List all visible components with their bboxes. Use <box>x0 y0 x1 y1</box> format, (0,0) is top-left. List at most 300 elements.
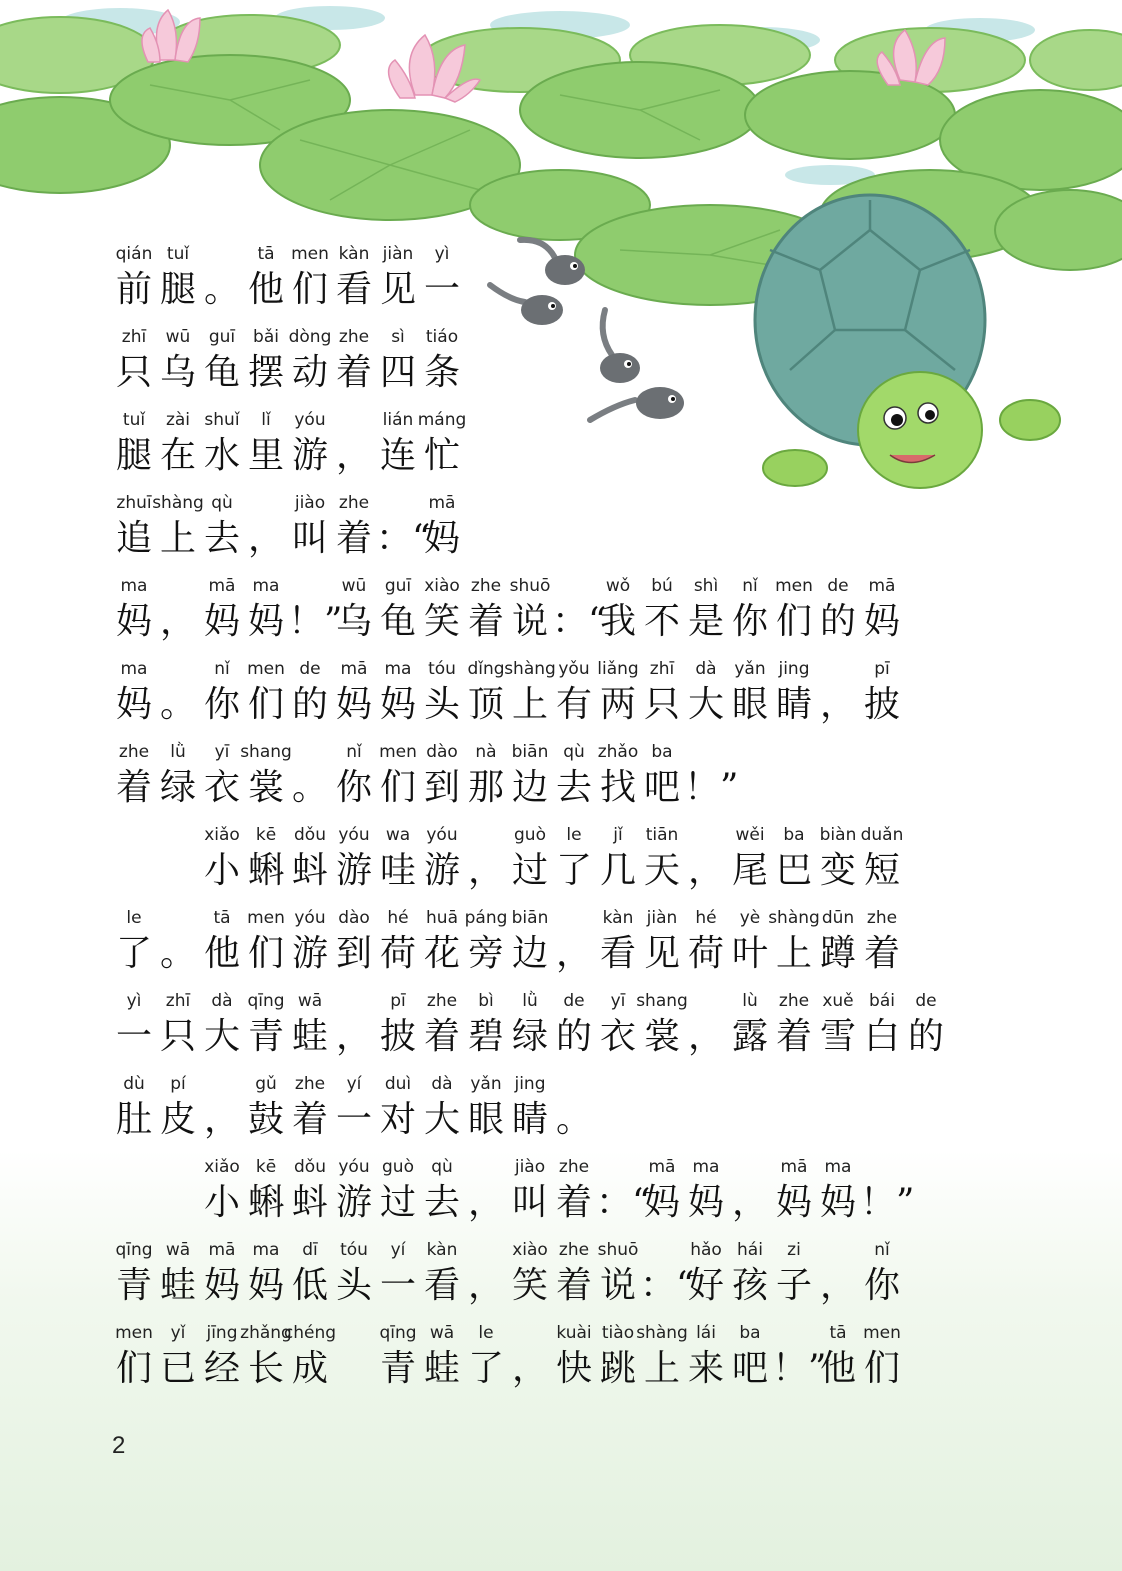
hanzi: 了 <box>115 933 152 974</box>
character <box>508 576 552 656</box>
pinyin: qīng <box>379 1323 417 1343</box>
pinyin: ma <box>120 659 148 679</box>
character <box>860 576 904 656</box>
pinyin: chéng <box>283 1323 337 1343</box>
pinyin: bú <box>651 576 673 596</box>
hanzi: 裳 <box>247 767 284 808</box>
hanzi: 着 <box>775 1016 812 1057</box>
pinyin: dǐng <box>467 659 505 679</box>
pinyin: sì <box>391 327 405 347</box>
hanzi: 们 <box>247 684 284 725</box>
pinyin: zhe <box>866 908 898 928</box>
hanzi: 到 <box>335 933 372 974</box>
pinyin: men <box>291 244 329 264</box>
hanzi: 看 <box>423 1265 460 1306</box>
pinyin: xiào <box>512 1240 548 1260</box>
pinyin: shuō <box>597 1240 639 1260</box>
character <box>860 1323 904 1403</box>
hanzi: 摆 <box>247 352 284 393</box>
pinyin: jīng <box>206 1323 238 1343</box>
hanzi: 你 <box>863 1265 900 1306</box>
hanzi: 妈 <box>115 601 152 642</box>
pinyin: xiǎo <box>204 1157 240 1177</box>
pinyin: biān <box>511 742 549 762</box>
hanzi: 对 <box>379 1099 416 1140</box>
pinyin: pī <box>390 991 406 1011</box>
text-line <box>0 576 1122 656</box>
hanzi: 乌 <box>335 601 372 642</box>
hanzi: 睛 <box>775 684 812 725</box>
hanzi: 蛙 <box>423 1348 460 1389</box>
hanzi: 上 <box>159 518 196 559</box>
hanzi: 妈 <box>203 1265 240 1306</box>
pinyin: gǔ <box>255 1074 277 1094</box>
hanzi: 他 <box>819 1348 856 1389</box>
hanzi: 白 <box>863 1016 900 1057</box>
hanzi: 好 <box>687 1265 724 1306</box>
hanzi: 妈 <box>775 1182 812 1223</box>
pinyin: dà <box>211 991 233 1011</box>
pinyin: guī <box>384 576 412 596</box>
hanzi: 大 <box>203 1016 240 1057</box>
character <box>508 908 552 988</box>
hanzi: 去 <box>555 767 592 808</box>
hanzi: ， <box>511 1348 548 1389</box>
hanzi: 忙 <box>423 435 460 476</box>
character <box>417 410 467 490</box>
pinyin: zhe <box>118 742 150 762</box>
pinyin: zi <box>787 1240 801 1260</box>
hanzi: 游 <box>291 435 328 476</box>
pinyin: de <box>915 991 937 1011</box>
hanzi: 们 <box>775 601 812 642</box>
hanzi: 长 <box>247 1348 284 1389</box>
hanzi: 们 <box>863 1348 900 1389</box>
hanzi: 小 <box>203 1182 240 1223</box>
pinyin: de <box>827 576 849 596</box>
pinyin: ma <box>384 659 412 679</box>
pinyin: yǎn <box>470 1074 502 1094</box>
hanzi: 的 <box>291 684 328 725</box>
hanzi: 们 <box>379 767 416 808</box>
character <box>283 1323 337 1403</box>
pinyin: dǒu <box>294 825 326 845</box>
pinyin: wa <box>385 825 411 845</box>
hanzi: 裳 <box>643 1016 680 1057</box>
hanzi: 他 <box>203 933 240 974</box>
text-line <box>0 327 1122 407</box>
hanzi: 衣 <box>599 1016 636 1057</box>
character <box>112 908 156 988</box>
pinyin: tóu <box>428 659 456 679</box>
character <box>596 1240 640 1320</box>
pinyin: men <box>379 742 417 762</box>
hanzi: 。 <box>159 933 196 974</box>
hanzi: 你 <box>335 767 372 808</box>
pinyin: kàn <box>338 244 370 264</box>
pinyin: hé <box>695 908 717 928</box>
pinyin: wū <box>165 327 191 347</box>
hanzi: 肚 <box>115 1099 152 1140</box>
pinyin: guī <box>208 327 236 347</box>
pinyin: shàng <box>636 1323 688 1343</box>
hanzi: 巴 <box>775 850 812 891</box>
pinyin: nà <box>475 742 497 762</box>
pinyin: qù <box>211 493 233 513</box>
punctuation <box>684 742 739 822</box>
character <box>420 244 464 324</box>
hanzi: 追 <box>115 518 152 559</box>
hanzi: 吧 <box>643 767 680 808</box>
pinyin: yǎn <box>734 659 766 679</box>
pinyin: yí <box>390 1240 406 1260</box>
hanzi: ， <box>203 1099 240 1140</box>
pinyin: duì <box>384 1074 412 1094</box>
hanzi: 游 <box>423 850 460 891</box>
pinyin: tiáo <box>425 327 459 347</box>
hanzi: 跳 <box>599 1348 636 1389</box>
hanzi: 妈 <box>247 1265 284 1306</box>
hanzi: 睛 <box>511 1099 548 1140</box>
hanzi: 只 <box>159 1016 196 1057</box>
hanzi: 有 <box>555 684 592 725</box>
pinyin: lǜ <box>522 991 538 1011</box>
hanzi: 尾 <box>731 850 768 891</box>
hanzi: ！” <box>860 1182 915 1223</box>
character <box>112 659 156 739</box>
pinyin: guò <box>382 1157 414 1177</box>
hanzi: 妈 <box>335 684 372 725</box>
character <box>200 493 244 573</box>
pinyin: yè <box>739 908 761 928</box>
pinyin: dòng <box>288 327 332 347</box>
hanzi: 只 <box>643 684 680 725</box>
pinyin: duǎn <box>860 825 904 845</box>
character <box>508 1074 552 1154</box>
hanzi: 低 <box>291 1265 328 1306</box>
pinyin: zhī <box>121 327 147 347</box>
hanzi: 着 <box>423 1016 460 1057</box>
pinyin: ma <box>692 1157 720 1177</box>
text-line <box>0 1157 1122 1237</box>
pinyin: tā <box>257 244 275 264</box>
pinyin: hé <box>387 908 409 928</box>
hanzi: 们 <box>115 1348 152 1389</box>
pinyin: kē <box>255 1157 277 1177</box>
hanzi: 青 <box>379 1348 416 1389</box>
hanzi: 笑 <box>511 1265 548 1306</box>
pinyin: zhuī <box>116 493 152 513</box>
pinyin: yǐ <box>170 1323 186 1343</box>
pinyin: mā <box>428 493 456 513</box>
hanzi: 变 <box>819 850 856 891</box>
hanzi: 着 <box>291 1099 328 1140</box>
hanzi: ， <box>687 850 724 891</box>
pinyin: tā <box>829 1323 847 1343</box>
pinyin: hǎo <box>690 1240 722 1260</box>
hanzi: ， <box>467 850 504 891</box>
hanzi: 说 <box>511 601 548 642</box>
pinyin: qù <box>431 1157 453 1177</box>
hanzi: 那 <box>467 767 504 808</box>
character <box>860 659 904 739</box>
character <box>420 1240 464 1320</box>
hanzi: 上 <box>643 1348 680 1389</box>
pinyin: nǐ <box>346 742 362 762</box>
hanzi: 成 <box>291 1348 328 1389</box>
pinyin: dūn <box>821 908 855 928</box>
pinyin: mā <box>208 576 236 596</box>
hanzi: 过 <box>379 1182 416 1223</box>
character <box>860 1240 904 1320</box>
hanzi: 已 <box>159 1348 196 1389</box>
hanzi: 。 <box>203 269 240 310</box>
hanzi: 看 <box>599 933 636 974</box>
hanzi: 条 <box>423 352 460 393</box>
hanzi: 妈 <box>819 1182 856 1223</box>
pinyin: lǜ <box>170 742 186 762</box>
character <box>772 659 816 739</box>
pinyin: dào <box>426 742 458 762</box>
pinyin: dào <box>338 908 370 928</box>
hanzi: 碧 <box>467 1016 504 1057</box>
pinyin: hái <box>737 1240 763 1260</box>
pinyin: páng <box>464 908 508 928</box>
hanzi: 蚪 <box>291 850 328 891</box>
hanzi: 。 <box>159 684 196 725</box>
hanzi: 你 <box>203 684 240 725</box>
hanzi: 妈 <box>687 1182 724 1223</box>
hanzi: 皮 <box>159 1099 196 1140</box>
pinyin: ba <box>739 1323 761 1343</box>
pinyin: wǒ <box>605 576 631 596</box>
hanzi: 着 <box>863 933 900 974</box>
hanzi: 妈 <box>379 684 416 725</box>
hanzi: ， <box>731 1182 768 1223</box>
pinyin: shàng <box>768 908 820 928</box>
pinyin: zhī <box>649 659 675 679</box>
hanzi: 天 <box>643 850 680 891</box>
hanzi: ， <box>247 518 284 559</box>
hanzi: 蝌 <box>247 1182 284 1223</box>
pinyin: nǐ <box>214 659 230 679</box>
hanzi: 着 <box>335 352 372 393</box>
hanzi: 在 <box>159 435 196 476</box>
pinyin: zhǎo <box>597 742 639 762</box>
character <box>156 244 200 324</box>
pinyin: liǎng <box>597 659 639 679</box>
hanzi: 是 <box>687 601 724 642</box>
character <box>904 991 948 1071</box>
character <box>552 1157 596 1237</box>
hanzi: 着 <box>555 1182 592 1223</box>
hanzi: 青 <box>115 1265 152 1306</box>
hanzi: ， <box>467 1265 504 1306</box>
pinyin: wā <box>165 1240 191 1260</box>
hanzi: 几 <box>599 850 636 891</box>
hanzi: 叶 <box>731 933 768 974</box>
hanzi: 蛙 <box>159 1265 196 1306</box>
hanzi: 找 <box>599 767 636 808</box>
pinyin: yì <box>434 244 450 264</box>
character <box>420 327 464 407</box>
hanzi: 妈 <box>643 1182 680 1223</box>
pinyin: zhe <box>294 1074 326 1094</box>
text-line <box>0 991 1122 1071</box>
hanzi: 着 <box>115 767 152 808</box>
pinyin: mā <box>208 1240 236 1260</box>
pinyin: biān <box>511 908 549 928</box>
hanzi: 来 <box>687 1348 724 1389</box>
pinyin: ma <box>824 1157 852 1177</box>
hanzi: 一 <box>379 1265 416 1306</box>
pinyin: dù <box>123 1074 145 1094</box>
pinyin: zhǎng <box>240 1323 292 1343</box>
pinyin: qīng <box>247 991 285 1011</box>
character <box>244 576 288 656</box>
pinyin: shang <box>636 991 688 1011</box>
pinyin: guò <box>514 825 546 845</box>
text-line <box>0 1074 1122 1154</box>
hanzi: 荷 <box>379 933 416 974</box>
pinyin: tā <box>213 908 231 928</box>
pinyin: men <box>247 659 285 679</box>
hanzi: 乌 <box>159 352 196 393</box>
pinyin: shuǐ <box>204 410 240 430</box>
pinyin: qù <box>563 742 585 762</box>
hanzi: 游 <box>291 933 328 974</box>
hanzi: 腿 <box>115 435 152 476</box>
hanzi: 了 <box>555 850 592 891</box>
pinyin: zhe <box>558 1240 590 1260</box>
hanzi: 边 <box>511 933 548 974</box>
hanzi: ， <box>819 684 856 725</box>
pinyin: kuài <box>556 1323 592 1343</box>
hanzi: 不 <box>643 601 680 642</box>
character <box>420 825 464 905</box>
pinyin: wā <box>429 1323 455 1343</box>
character <box>240 742 292 822</box>
pinyin: yóu <box>294 908 326 928</box>
hanzi: ， <box>467 1182 504 1223</box>
hanzi: 青 <box>247 1016 284 1057</box>
pinyin: lián <box>382 410 414 430</box>
pinyin: zhī <box>165 991 191 1011</box>
pinyin: tiān <box>645 825 679 845</box>
pinyin: yóu <box>338 1157 370 1177</box>
character <box>332 493 376 573</box>
text-line <box>0 493 1122 573</box>
hanzi: 哇 <box>379 850 416 891</box>
hanzi: 我 <box>599 601 636 642</box>
pinyin: yóu <box>294 410 326 430</box>
hanzi: 过 <box>511 850 548 891</box>
hanzi: 蛙 <box>291 1016 328 1057</box>
character <box>772 1240 816 1320</box>
pinyin: jing <box>514 1074 546 1094</box>
pinyin: jing <box>778 659 810 679</box>
hanzi: 蝌 <box>247 850 284 891</box>
pinyin: lái <box>696 1323 716 1343</box>
pinyin: bái <box>869 991 895 1011</box>
character <box>112 576 156 656</box>
hanzi: 的 <box>819 601 856 642</box>
hanzi: 见 <box>643 933 680 974</box>
hanzi: 雪 <box>819 1016 856 1057</box>
pinyin: nǐ <box>874 1240 890 1260</box>
hanzi: 小 <box>203 850 240 891</box>
pinyin: dǒu <box>294 1157 326 1177</box>
pinyin: shang <box>240 742 292 762</box>
pinyin: men <box>247 908 285 928</box>
hanzi: 边 <box>511 767 548 808</box>
pinyin: biàn <box>819 825 857 845</box>
text-line <box>0 659 1122 739</box>
pinyin: zhe <box>338 493 370 513</box>
pinyin: zhe <box>778 991 810 1011</box>
hanzi: 龟 <box>379 601 416 642</box>
pinyin: shàng <box>152 493 204 513</box>
page-number: 2 <box>112 1432 126 1459</box>
character <box>288 410 332 490</box>
hanzi: 大 <box>687 684 724 725</box>
pinyin: ma <box>252 576 280 596</box>
pinyin: bì <box>478 991 494 1011</box>
pinyin: jiàn <box>382 244 414 264</box>
hanzi: 两 <box>599 684 636 725</box>
hanzi: 一 <box>423 269 460 310</box>
pinyin: pī <box>874 659 890 679</box>
pinyin: le <box>126 908 142 928</box>
hanzi: 妈 <box>863 601 900 642</box>
pinyin: wā <box>297 991 323 1011</box>
hanzi: 的 <box>907 1016 944 1057</box>
hanzi: ：“ <box>640 1265 695 1306</box>
pinyin: shuō <box>509 576 551 596</box>
pinyin: ba <box>783 825 805 845</box>
hanzi: 披 <box>863 684 900 725</box>
pinyin: pí <box>170 1074 186 1094</box>
hanzi: ：“ <box>552 601 607 642</box>
hanzi: 一 <box>335 1099 372 1140</box>
pinyin: jiàn <box>646 908 678 928</box>
hanzi: 大 <box>423 1099 460 1140</box>
pinyin: men <box>775 576 813 596</box>
hanzi: 龟 <box>203 352 240 393</box>
pinyin: nǐ <box>742 576 758 596</box>
pinyin: mā <box>340 659 368 679</box>
hanzi: 快 <box>555 1348 592 1389</box>
hanzi: 吧 <box>731 1348 768 1389</box>
hanzi: 连 <box>379 435 416 476</box>
character <box>156 1074 200 1154</box>
text-line <box>0 410 1122 490</box>
pinyin: yóu <box>426 825 458 845</box>
character <box>816 1157 860 1237</box>
hanzi: 着 <box>335 518 372 559</box>
hanzi: 荷 <box>687 933 724 974</box>
hanzi: 四 <box>379 352 416 393</box>
hanzi: 蹲 <box>819 933 856 974</box>
hanzi: 着 <box>555 1265 592 1306</box>
pinyin: tóu <box>340 1240 368 1260</box>
pinyin: tuǐ <box>166 244 190 264</box>
pinyin: tuǐ <box>122 410 146 430</box>
hanzi: 经 <box>203 1348 240 1389</box>
pinyin: zhe <box>558 1157 590 1177</box>
pinyin: máng <box>417 410 467 430</box>
hanzi: 他 <box>247 269 284 310</box>
